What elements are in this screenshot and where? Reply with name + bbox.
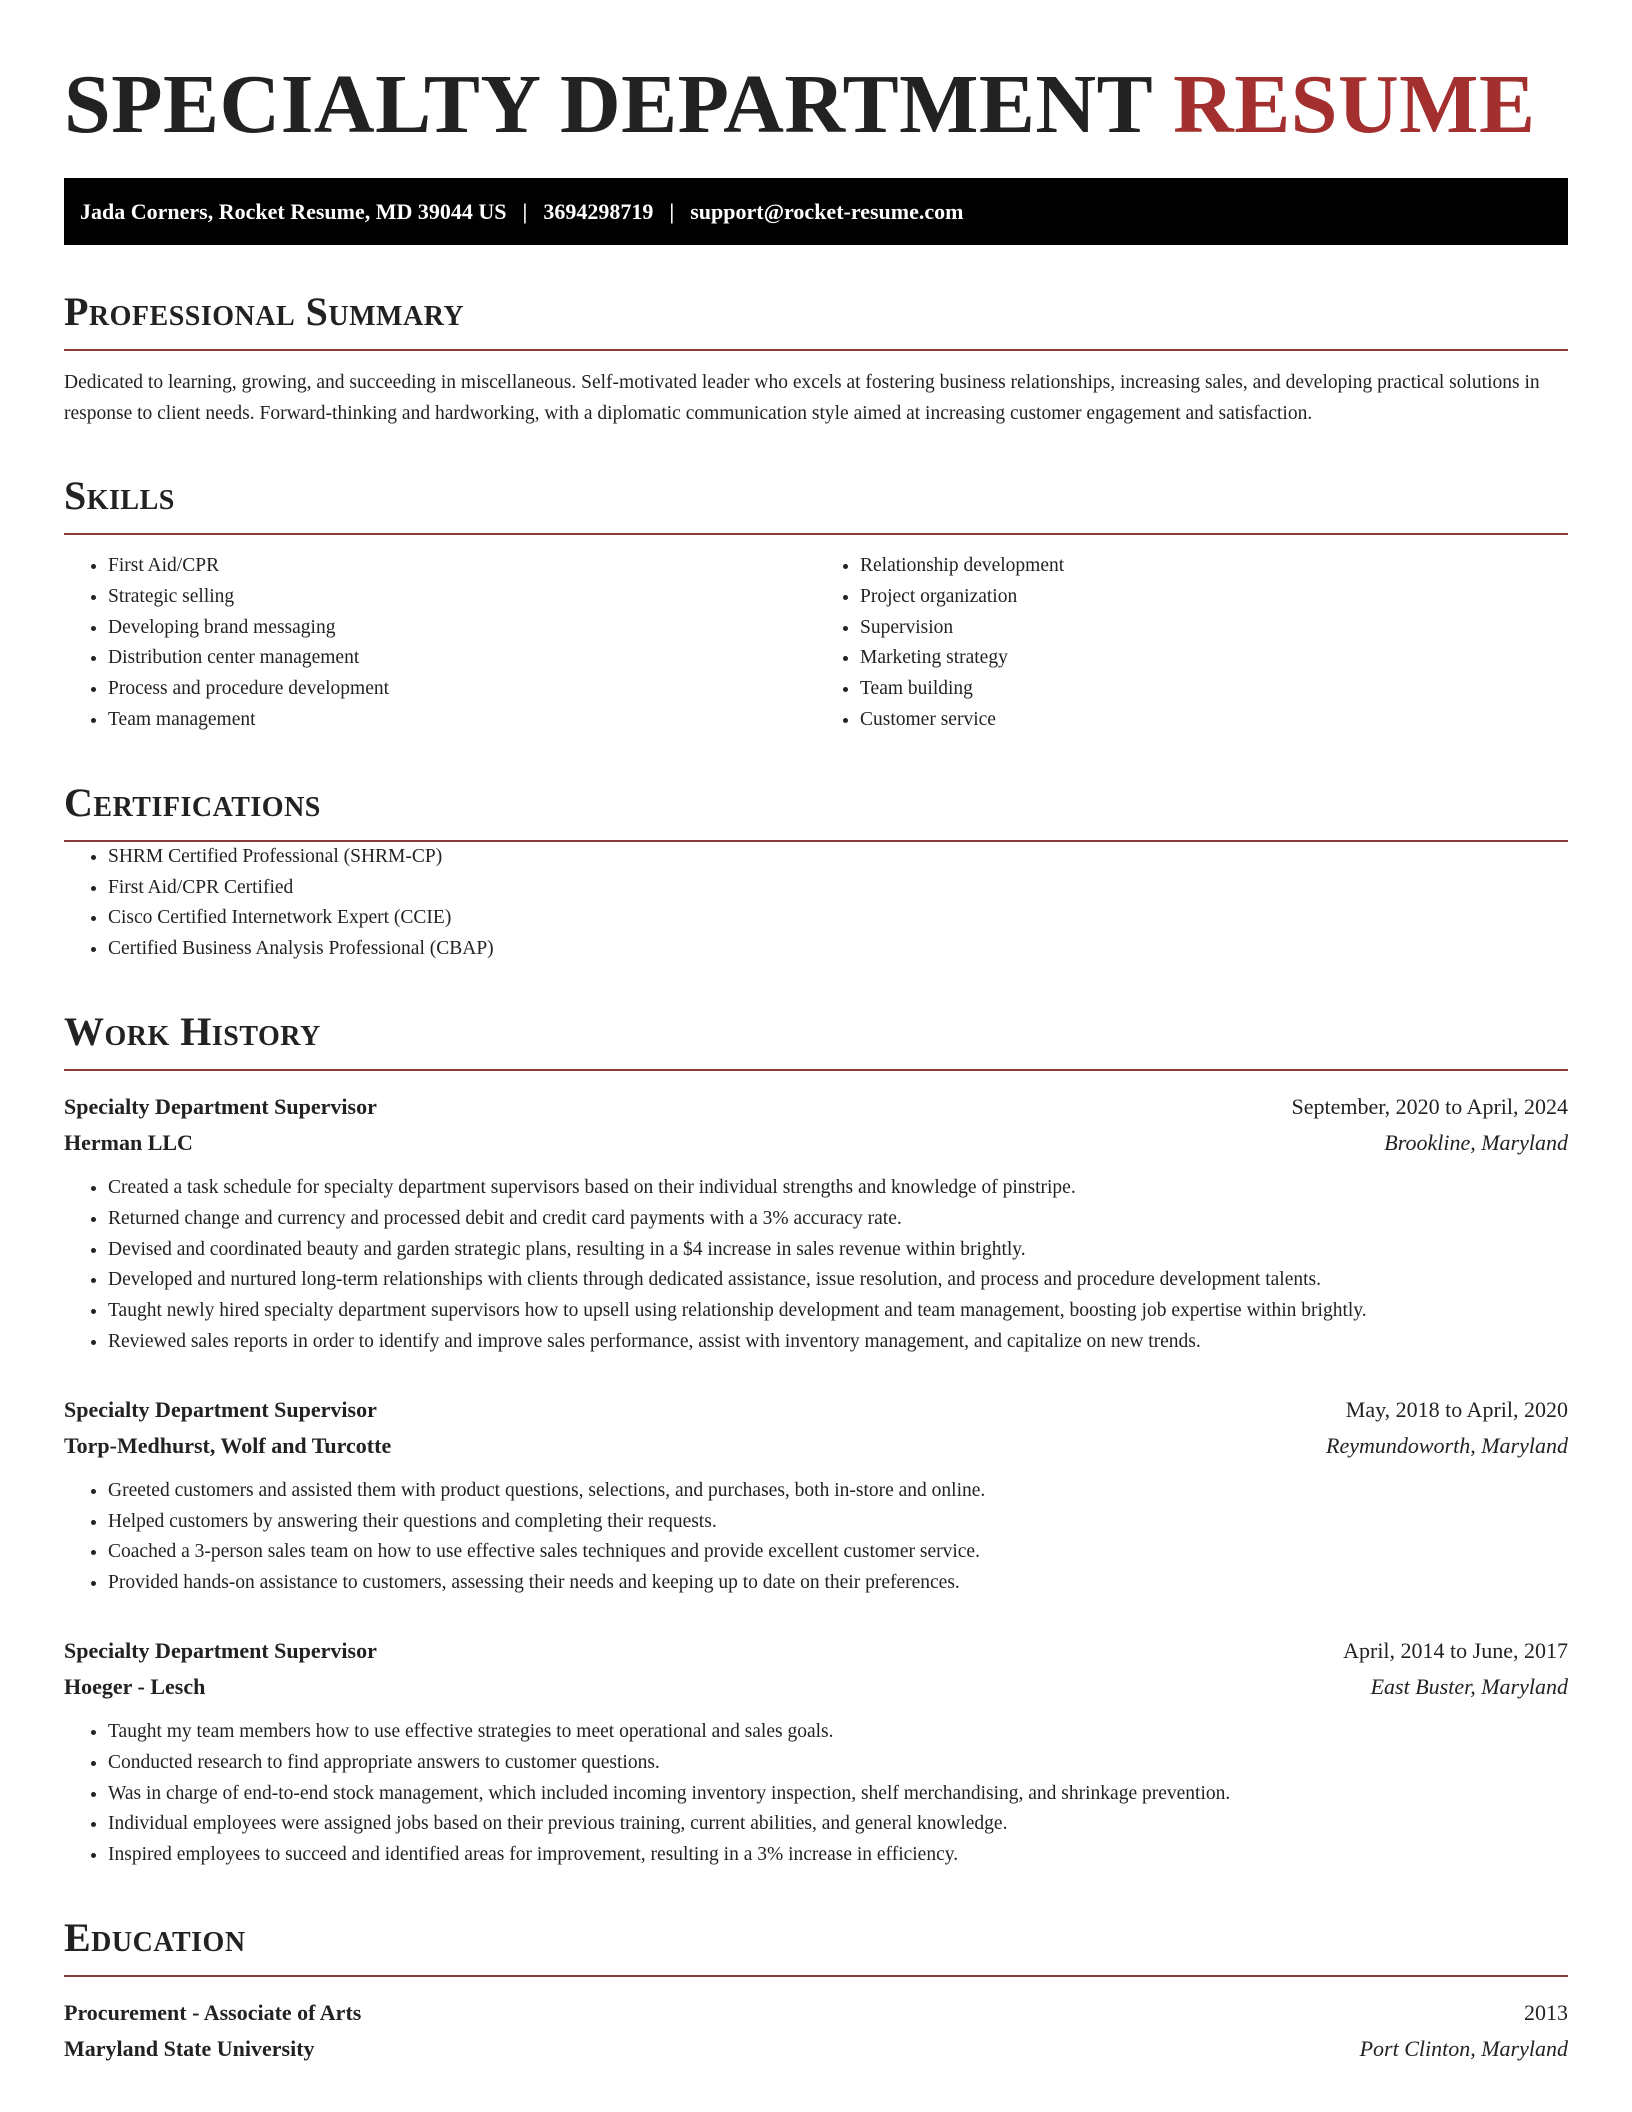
job-bullets (64, 1173, 1568, 1358)
job-bullet: • Was in charge of end-to-end stock management, which included incoming inventory inspection, shelf merchandising, and shrinkage prevention. (108, 1779, 1568, 1810)
job-bullet: • Provided hands-on assistance to customers, assessing their needs and keeping up to date on their preferences. (108, 1568, 1568, 1599)
skill-item: • Process and procedure development (108, 674, 816, 705)
section-divider (64, 349, 1568, 351)
contact-separator: | (522, 198, 528, 224)
job-title: Specialty Department Supervisor (64, 1093, 377, 1119)
job-dates: May, 2018 to April, 2020 (1345, 1396, 1568, 1422)
job-title: Specialty Department Supervisor (64, 1637, 377, 1663)
certification-item: • Cisco Certified Internetwork Expert (CCIE) (108, 903, 1568, 934)
skill-item: • Marketing strategy (860, 643, 1568, 674)
job-company-row (64, 1669, 1568, 1705)
skill-item: • Customer service (860, 705, 1568, 736)
skills-column-right (816, 551, 1568, 736)
job-company: Herman LLC (64, 1129, 193, 1155)
section-divider (64, 1975, 1568, 1977)
education-year: 2013 (1524, 1999, 1568, 2025)
skills-columns (64, 551, 1568, 736)
summary-text: Dedicated to learning, growing, and succeeding in miscellaneous. Self-motivated leader who excels at fostering business relationships, increasing sales, and developing practical solutions in response to client needs. Forward-thinking and hardworking, with a diplomatic communication style aimed at increasing customer engagement and satisfaction. (64, 372, 1540, 424)
job-entry (64, 1089, 1568, 1358)
job-bullet: • Inspired employees to succeed and identified areas for improvement, resulting in a 3% increase in efficiency. (108, 1840, 1568, 1871)
job-location: Reymundoworth, Maryland (1326, 1432, 1568, 1458)
contact-phone: 3694298719 (543, 198, 654, 224)
certification-item: • Certified Business Analysis Professional (CBAP) (108, 934, 1568, 965)
section-heading: Certifications (64, 779, 321, 825)
job-bullet: • Helped customers by answering their questions and completing their requests. (108, 1507, 1568, 1538)
contact-bar (64, 178, 1568, 245)
skills-section (64, 473, 1568, 736)
education-degree: Procurement - Associate of Arts (64, 1999, 362, 2025)
education-school: Maryland State University (64, 2035, 315, 2061)
education-school-row (64, 2031, 1568, 2067)
education-location: Port Clinton, Maryland (1359, 2035, 1568, 2061)
skill-item: • Relationship development (860, 551, 1568, 582)
skill-item: • Team management (108, 705, 816, 736)
job-dates: September, 2020 to April, 2024 (1291, 1093, 1568, 1119)
education-section (64, 1915, 1568, 2067)
job-header-row (64, 1633, 1568, 1669)
job-header-row (64, 1392, 1568, 1428)
certifications-section (64, 780, 1568, 965)
job-bullet: • Taught my team members how to use effective strategies to meet operational and sales goals. (108, 1717, 1568, 1748)
job-bullet: • Coached a 3-person sales team on how to use effective sales techniques and provide excellent customer service. (108, 1537, 1568, 1568)
work-history-section (64, 1009, 1568, 1871)
certification-item: • First Aid/CPR Certified (108, 873, 1568, 904)
skill-item: • Strategic selling (108, 582, 816, 613)
job-company-row (64, 1428, 1568, 1464)
job-bullets (64, 1476, 1568, 1599)
job-entry (64, 1392, 1568, 1599)
section-heading: Education (64, 1914, 246, 1960)
job-bullet: • Developed and nurtured long-term relationships with clients through dedicated assistance, issue resolution, and process and procedure development talents. (108, 1265, 1568, 1296)
job-entry (64, 1633, 1568, 1871)
contact-address: Jada Corners, Rocket Resume, MD 39044 US (80, 198, 507, 224)
job-bullet: • Created a task schedule for specialty department supervisors based on their individual strengths and knowledge of pinstripe. (108, 1173, 1568, 1204)
section-heading: Skills (64, 473, 175, 518)
skills-list-left (64, 551, 816, 736)
job-header-row (64, 1089, 1568, 1125)
section-divider (64, 1069, 1568, 1071)
job-bullets (64, 1717, 1568, 1871)
certifications-list (64, 842, 1568, 965)
job-title: Specialty Department Supervisor (64, 1396, 377, 1422)
job-bullet: • Reviewed sales reports in order to identify and improve sales performance, assist with inventory management, and capitalize on new trends. (108, 1327, 1568, 1358)
skill-item: • First Aid/CPR (108, 551, 816, 582)
job-bullet: • Devised and coordinated beauty and garden strategic plans, resulting in a $4 increase in sales revenue within brightly. (108, 1235, 1568, 1266)
title-accent: RESUME (1173, 58, 1536, 151)
skill-item: • Team building (860, 674, 1568, 705)
skill-item: • Developing brand messaging (108, 613, 816, 644)
skill-item: • Distribution center management (108, 643, 816, 674)
section-divider (64, 533, 1568, 535)
education-header-row (64, 1995, 1568, 2031)
document-title (64, 58, 1568, 152)
skills-column-left (64, 551, 816, 736)
job-company: Torp-Medhurst, Wolf and Turcotte (64, 1432, 392, 1458)
contact-email: support@rocket-resume.com (690, 198, 964, 224)
job-company: Hoeger - Lesch (64, 1673, 206, 1699)
contact-separator: | (669, 198, 675, 224)
title-main: SPECIALTY DEPARTMENT (64, 58, 1152, 151)
certification-item: • SHRM Certified Professional (SHRM-CP) (108, 842, 1568, 873)
job-dates: April, 2014 to June, 2017 (1343, 1637, 1568, 1663)
job-bullet: • Taught newly hired specialty department supervisors how to upsell using relationship development and team management, boosting job expertise within brightly. (108, 1296, 1568, 1327)
section-heading: Professional Summary (64, 289, 465, 334)
job-bullet: • Conducted research to find appropriate answers to customer questions. (108, 1748, 1568, 1779)
skills-list-right (816, 551, 1568, 736)
skill-item: • Project organization (860, 582, 1568, 613)
job-bullet: • Greeted customers and assisted them with product questions, selections, and purchases, both in-store and online. (108, 1476, 1568, 1507)
section-heading: Work History (64, 1008, 321, 1054)
job-bullet: • Individual employees were assigned jobs based on their previous training, current abilities, and general knowledge. (108, 1809, 1568, 1840)
skill-item: • Supervision (860, 613, 1568, 644)
job-location: East Buster, Maryland (1370, 1673, 1568, 1699)
education-entry (64, 1995, 1568, 2067)
job-bullet: • Returned change and currency and processed debit and credit card payments with a 3% accuracy rate. (108, 1204, 1568, 1235)
job-location: Brookline, Maryland (1384, 1129, 1568, 1155)
summary-section (64, 289, 1568, 429)
job-company-row (64, 1125, 1568, 1161)
